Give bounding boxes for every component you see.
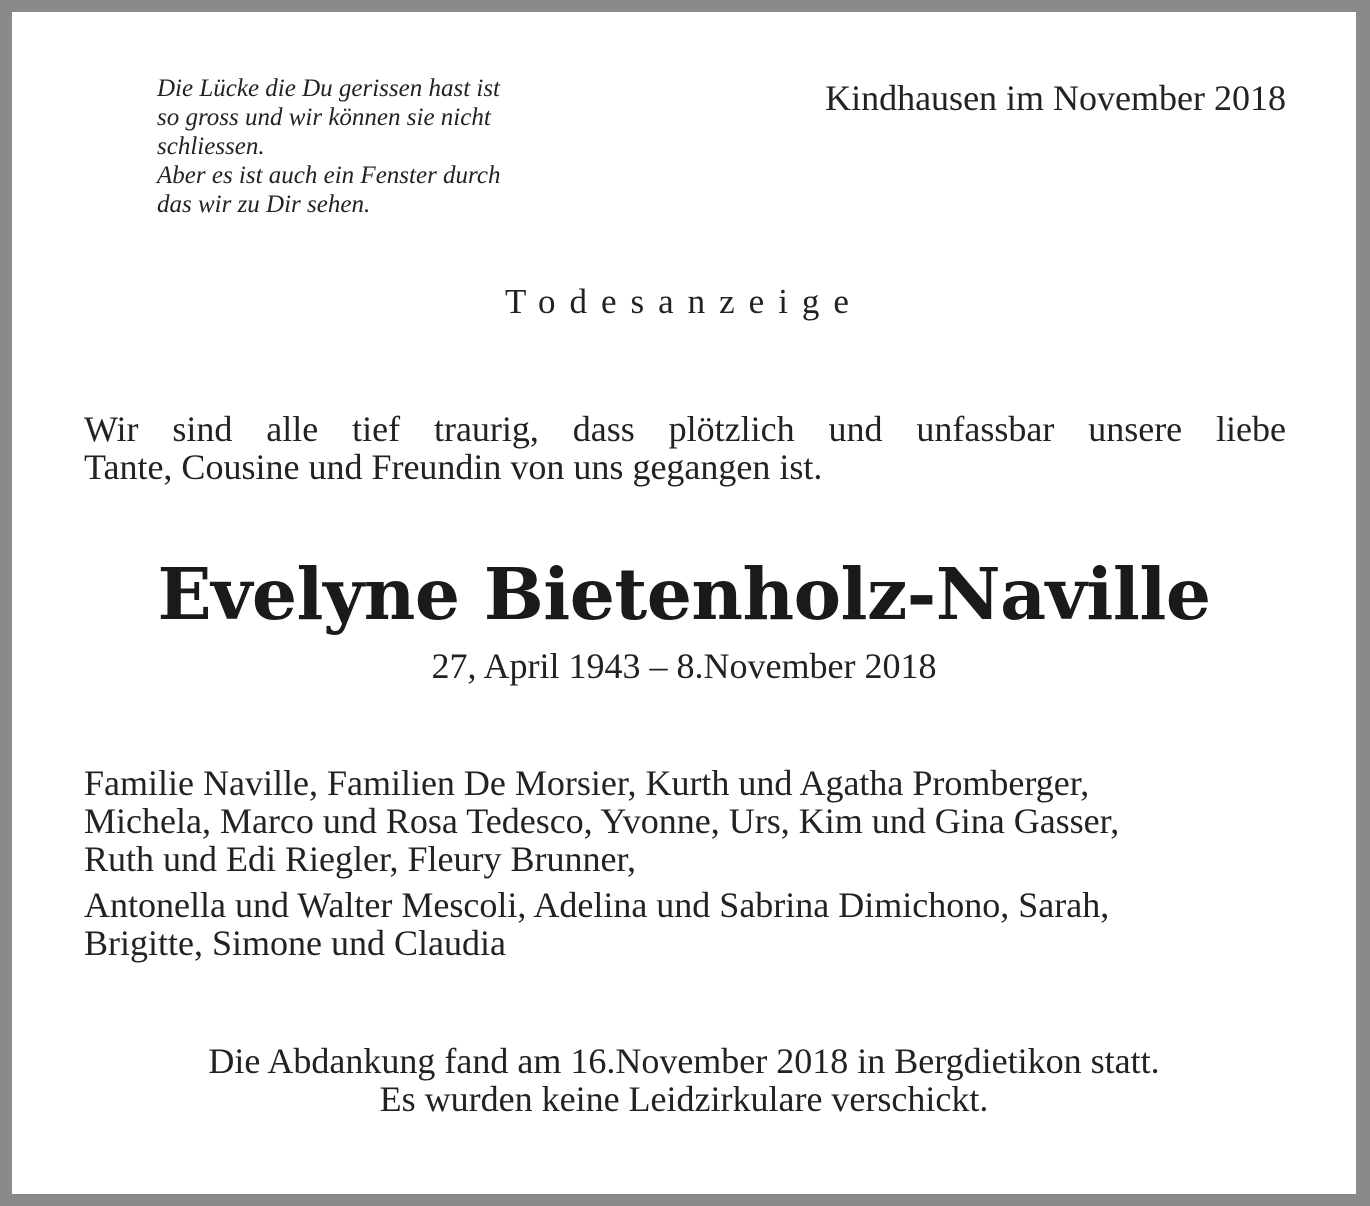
mourners-group-1 [84,764,1304,878]
intro-text [84,410,1286,486]
mourners-line: Michela, Marco und Rosa Tedesco, Yvonne, Urs, Kim und Gina Gasser, [84,801,1120,841]
mourners-line: Ruth und Edi Riegler, Fleury Brunner, [84,839,637,879]
closing-note [12,1042,1356,1118]
mourners-line: Familie Naville, Familien De Morsier, Kurth und Agatha Promberger, [84,763,1090,803]
obituary-notice [12,12,1356,1194]
life-dates: 27, April 1943 – 8.November 2018 [431,646,937,686]
memorial-quote [157,74,597,219]
quote-line: Aber es ist auch ein Fenster durch [157,162,501,189]
notice-heading: Todesanzeige [505,282,863,321]
mourners-line: Antonella und Walter Mescoli, Adelina und Sabrina Dimichono, Sarah, [84,885,1110,925]
quote-line: das wir zu Dir sehen. [157,191,371,218]
mourners-line: Brigitte, Simone und Claudia [84,923,506,963]
intro-line: Wir sind alle tief traurig, dass plötzlich und unfassbar unsere liebe [84,409,1286,449]
place-and-date: Kindhausen im November 2018 [825,78,1286,118]
closing-line: Die Abdankung fand am 16.November 2018 in Bergdietikon statt. [208,1041,1160,1081]
quote-line: Die Lücke die Du gerissen hast ist [157,75,501,102]
quote-line: so gross und wir können sie nicht [157,104,491,131]
intro-line: Tante, Cousine und Freundin von uns gegangen ist. [84,447,823,487]
closing-line: Es wurden keine Leidzirkulare verschickt. [379,1079,989,1119]
deceased-name: Evelyne Bietenholz-Naville [157,552,1211,636]
mourners-group-2 [84,886,1304,962]
quote-line: schliessen. [157,133,265,160]
